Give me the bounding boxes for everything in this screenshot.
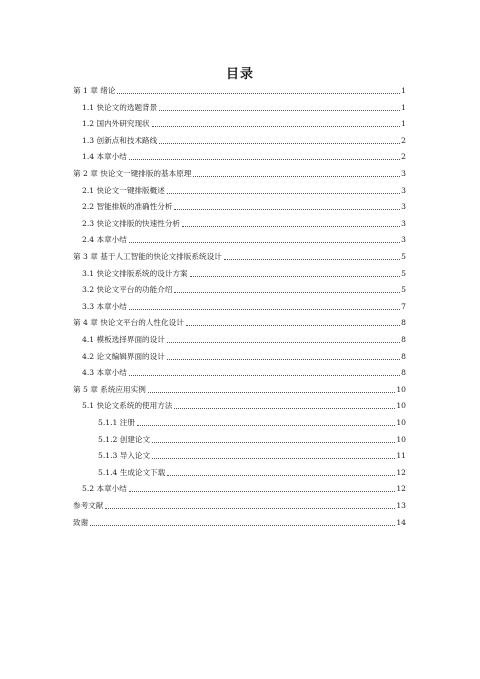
toc-entry bbox=[73, 516, 406, 530]
toc-entry-label: 4.1 模板选择界面的设计 bbox=[82, 335, 165, 344]
toc-entry-label: 第 1 章 绪论 bbox=[73, 86, 116, 95]
dot-leader bbox=[105, 508, 395, 509]
toc-entry-page-number: 11 bbox=[396, 451, 406, 461]
toc-entry-label: 4.3 本章小结 bbox=[82, 368, 127, 378]
dot-leader bbox=[129, 309, 400, 310]
toc-entry-label: 第 2 章 快论文一键排版的基本原理 bbox=[73, 169, 192, 178]
toc-entry bbox=[98, 433, 406, 447]
toc-entry bbox=[82, 101, 406, 115]
toc-entry-label: 参考文献 bbox=[73, 501, 104, 510]
toc-entry-page-number: 5 bbox=[401, 268, 406, 278]
dot-leader bbox=[152, 126, 401, 127]
toc-entry-page-number: 1 bbox=[401, 86, 406, 95]
toc-entry bbox=[73, 316, 406, 330]
toc-entry-page-number: 8 bbox=[401, 318, 406, 328]
toc-entry bbox=[73, 499, 406, 513]
toc-entry-page-number: 3 bbox=[401, 202, 406, 212]
dot-leader bbox=[167, 342, 400, 343]
dot-leader bbox=[129, 491, 395, 492]
toc-entry-label: 5.2 本章小结 bbox=[82, 484, 127, 494]
toc-entry-label: 5.1 快论文系统的使用方法 bbox=[82, 401, 173, 411]
toc-entry-page-number: 3 bbox=[401, 185, 406, 195]
toc-entry-label: 第 4 章 快论文平台的人性化设计 bbox=[73, 318, 184, 328]
toc-entry bbox=[82, 350, 406, 364]
dot-leader bbox=[182, 226, 400, 227]
dot-leader bbox=[224, 259, 400, 260]
toc-entry-label: 3.3 本章小结 bbox=[82, 301, 127, 311]
dot-leader bbox=[193, 176, 400, 177]
dot-leader bbox=[174, 408, 395, 409]
toc-entry-label: 5.1.1 注册 bbox=[98, 418, 135, 427]
dot-leader bbox=[129, 242, 400, 243]
toc-entry-page-number: 10 bbox=[396, 418, 406, 427]
toc-entry bbox=[82, 482, 406, 496]
dot-leader bbox=[174, 292, 400, 293]
toc-entry bbox=[82, 300, 406, 314]
toc-entry bbox=[98, 449, 406, 463]
toc-entry-page-number: 2 bbox=[401, 152, 406, 162]
toc-entry bbox=[73, 167, 406, 181]
toc-entry-label: 致谢 bbox=[73, 517, 89, 527]
toc-entry-label: 2.1 快论文一键排版概述 bbox=[82, 185, 165, 195]
toc-entry bbox=[98, 466, 406, 480]
toc-entry-page-number: 1 bbox=[401, 119, 406, 129]
dot-leader bbox=[90, 525, 395, 526]
toc-entry bbox=[82, 366, 406, 380]
toc-entry-page-number: 5 bbox=[401, 252, 406, 261]
toc-entry-label: 4.2 论文编辑界面的设计 bbox=[82, 351, 165, 361]
toc-entry bbox=[73, 84, 406, 98]
page-title: 目录 bbox=[225, 67, 254, 82]
dot-leader bbox=[137, 425, 395, 426]
toc-entry bbox=[82, 399, 406, 413]
dot-leader bbox=[186, 325, 400, 326]
dot-leader bbox=[117, 93, 400, 94]
toc-entry bbox=[82, 134, 406, 148]
toc-entry-label: 第 5 章 系统应用实例 bbox=[73, 384, 146, 394]
dot-leader bbox=[159, 143, 400, 144]
dot-leader bbox=[159, 110, 400, 111]
toc-entry-label: 1.4 本章小结 bbox=[82, 152, 127, 162]
toc-entry-page-number: 3 bbox=[401, 235, 406, 245]
toc-entry-page-number: 8 bbox=[401, 335, 406, 344]
toc-entry-label: 2.3 快论文排版的快速性分析 bbox=[82, 218, 181, 228]
toc-entry-page-number: 7 bbox=[401, 301, 406, 311]
dot-leader bbox=[167, 193, 400, 194]
toc-entry-page-number: 1 bbox=[401, 102, 406, 112]
toc-entry-page-number: 8 bbox=[401, 368, 406, 378]
toc-entry bbox=[73, 250, 406, 264]
toc-entry-label: 3.1 快论文排版系统的设计方案 bbox=[82, 268, 188, 278]
toc-entry bbox=[82, 117, 406, 131]
toc-entry-page-number: 2 bbox=[401, 135, 406, 145]
dot-leader bbox=[152, 458, 395, 459]
toc-entry-page-number: 10 bbox=[396, 401, 406, 411]
toc-entry-label: 第 3 章 基于人工智能的快论文排版系统设计 bbox=[73, 252, 222, 261]
toc-entry-label: 1.1 快论文的选题背景 bbox=[82, 102, 158, 112]
dot-leader bbox=[174, 209, 400, 210]
toc-entry bbox=[82, 184, 406, 198]
dot-leader bbox=[129, 159, 400, 160]
toc-entry-page-number: 3 bbox=[401, 218, 406, 228]
toc-entry-label: 3.2 快论文平台的功能介绍 bbox=[82, 285, 173, 295]
dot-leader bbox=[152, 442, 395, 443]
toc-entry-page-number: 10 bbox=[396, 434, 406, 444]
toc-entry-label: 5.1.3 导入论文 bbox=[98, 451, 151, 461]
toc-entry-page-number: 3 bbox=[401, 169, 406, 178]
dot-leader bbox=[148, 392, 396, 393]
toc-entry-page-number: 13 bbox=[396, 501, 406, 510]
toc-entry-page-number: 12 bbox=[396, 467, 406, 477]
toc-entry-page-number: 14 bbox=[396, 517, 406, 527]
toc-entry-page-number: 5 bbox=[401, 285, 406, 295]
toc-entry-label: 2.4 本章小结 bbox=[82, 235, 127, 245]
toc-entry-label: 1.2 国内外研究现状 bbox=[82, 119, 150, 129]
toc-entry bbox=[98, 416, 406, 430]
toc-entry-page-number: 10 bbox=[396, 384, 406, 394]
toc-entry-page-number: 12 bbox=[396, 484, 406, 494]
toc-entry bbox=[73, 383, 406, 397]
toc-entry bbox=[82, 150, 406, 164]
toc-entry bbox=[82, 200, 406, 214]
dot-leader bbox=[129, 375, 400, 376]
toc-entry bbox=[82, 233, 406, 247]
toc-entry-page-number: 8 bbox=[401, 351, 406, 361]
toc-entry-label: 2.2 智能排版的准确性分析 bbox=[82, 202, 173, 212]
dot-leader bbox=[190, 276, 401, 277]
toc-entry bbox=[82, 267, 406, 281]
toc-entry-label: 5.1.4 生成论文下载 bbox=[98, 467, 166, 477]
toc-entry bbox=[82, 333, 406, 347]
toc-entry-label: 5.1.2 创建论文 bbox=[98, 434, 151, 444]
dot-leader bbox=[167, 475, 395, 476]
toc-entry bbox=[82, 217, 406, 231]
toc-entry-label: 1.3 创新点和技术路线 bbox=[82, 135, 158, 145]
dot-leader bbox=[167, 359, 400, 360]
toc-entry bbox=[82, 283, 406, 297]
